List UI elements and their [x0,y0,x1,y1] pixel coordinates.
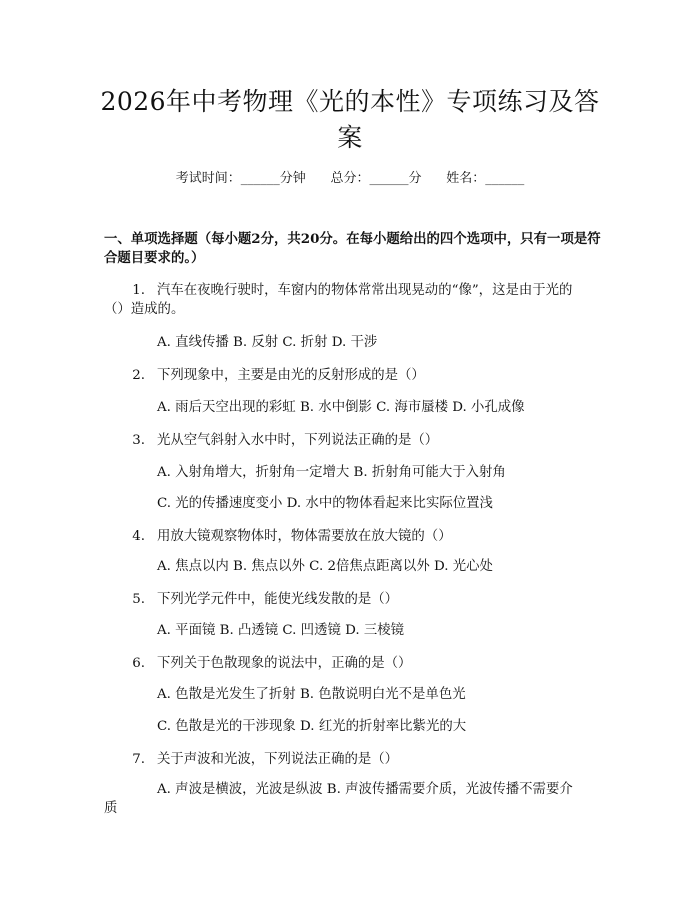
question-number: 5. [132,592,145,607]
question-2 [104,366,600,385]
question-5 [104,590,600,609]
question-text: 下列关于色散现象的说法中，正确的是（） [157,656,412,671]
page-title: 2026年中考物理《光的本性》专项练习及答案 [100,87,600,152]
question-6-options-line-1: A. 色散是光发生了折射 B. 色散说明白光不是单色光 [157,687,466,702]
question-text: 光从空气斜射入水中时，下列说法正确的是（） [157,433,439,448]
question-text: 关于声波和光波，下列说法正确的是（） [157,752,399,767]
question-7-options-line-1: A. 声波是横波，光波是纵波 B. 声波传播需要介质，光波传播不需要介 [157,782,573,797]
question-3-options-line-2: C. 光的传播速度变小 D. 水中的物体看起来比实际位置浅 [157,496,493,511]
question-7 [104,750,600,769]
question-3 [104,431,600,450]
question-text: 下列现象中，主要是由光的反射形成的是（） [157,368,425,383]
question-4 [104,527,600,546]
question-text: 用放大镜观察物体时，物体需要放在放大镜的（） [157,529,452,544]
question-6 [104,654,600,673]
question-4-options: A. 焦点以内 B. 焦点以外 C. 2倍焦点距离以外 D. 光心处 [157,559,493,574]
question-6-options-line-2: C. 色散是光的干涉现象 D. 红光的折射率比紫光的大 [157,719,467,734]
question-7-options [104,780,600,818]
question-number: 6. [132,656,145,671]
section-heading: 一、单项选择题（每小题2分，共20分。在每小题给出的四个选项中，只有一项是符合题目要求的。） [104,231,601,266]
question-5-options: A. 平面镜 B. 凸透镜 C. 凹透镜 D. 三棱镜 [157,623,405,638]
question-number: 2. [132,368,145,383]
question-2-options: A. 雨后天空出现的彩虹 B. 水中倒影 C. 海市蜃楼 D. 小孔成像 [157,400,525,415]
question-7-options-line-2: 质 [104,801,118,816]
question-3-options-line-1: A. 入射角增大，折射角一定增大 B. 折射角可能大于入射角 [157,465,506,480]
question-1 [104,281,600,319]
question-number: 3. [132,433,145,448]
exam-info-line: 考试时间：______分钟 总分：______分 姓名：______ [175,171,525,186]
question-number: 4. [132,529,145,544]
question-1-options: A. 直线传播 B. 反射 C. 折射 D. 干涉 [157,335,378,350]
question-number: 7. [132,752,145,767]
question-text: 汽车在夜晚行驶时，车窗内的物体常常出现晃动的“像”，这是由于光的 [157,283,573,298]
question-number: 1. [132,283,145,298]
question-text: 下列光学元件中，能使光线发散的是（） [157,592,399,607]
question-text-continued: （）造成的。 [104,302,185,317]
